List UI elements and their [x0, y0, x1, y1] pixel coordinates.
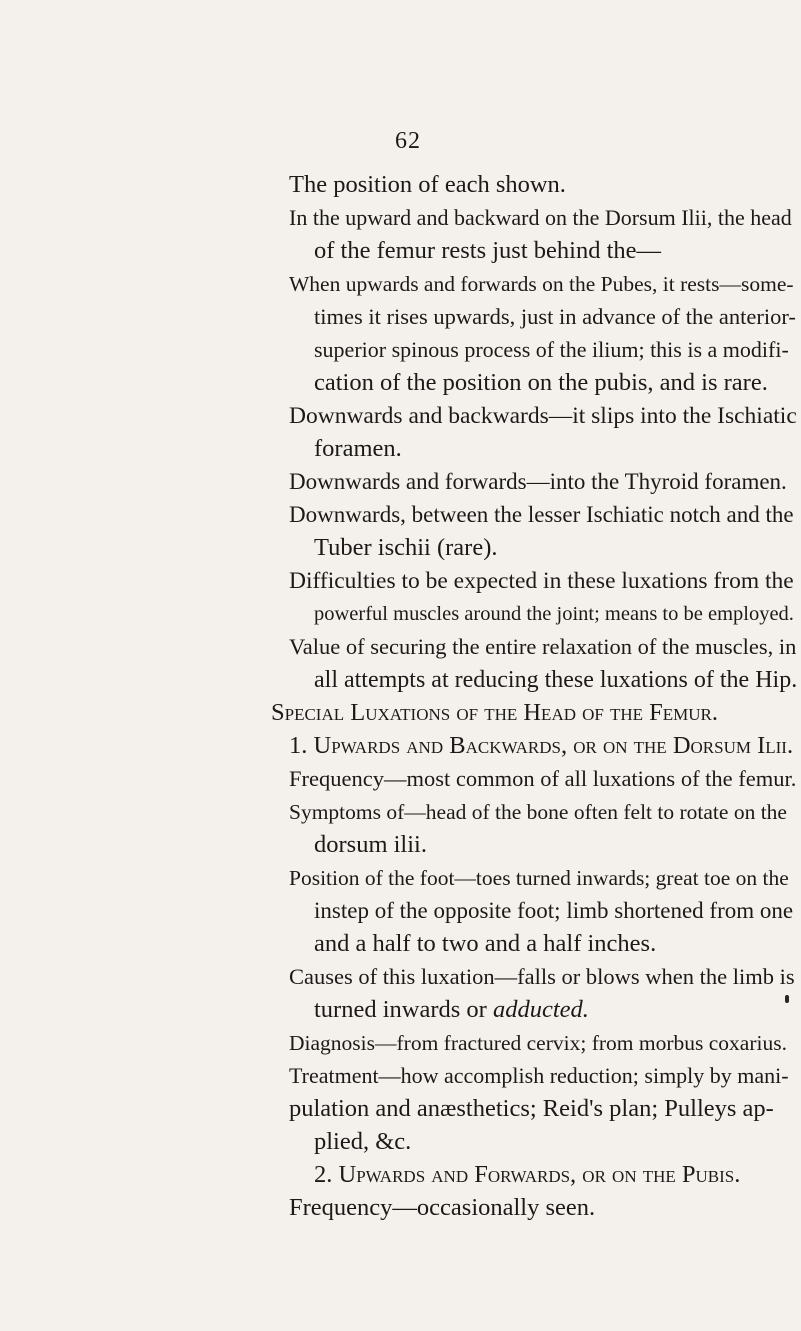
text-line: and a half to two and a half inches. [314, 930, 657, 957]
text-line: Frequency—most common of all luxations of the femur. [289, 766, 797, 791]
text-line: instep of the opposite foot; limb shortened from one [314, 898, 794, 923]
text-line: Tuber ischii (rare). [314, 534, 498, 561]
text-line: Value of securing the entire relaxation of the muscles, in [289, 634, 797, 659]
text-line: superior spinous process of the ilium; this is a modifi- [314, 337, 789, 362]
text-line: powerful muscles around the joint; means to be employed. [314, 603, 794, 625]
text-line: of the femur rests just behind the— [314, 237, 662, 264]
text-line: Downwards and backwards—it slips into the Ischiatic [289, 403, 797, 429]
text-line: cation of the position on the pubis, and is rare. [314, 369, 768, 396]
ink-speck [785, 995, 789, 1003]
text-line: times it rises upwards, just in advance of the anterior- [314, 304, 796, 329]
text-line: Causes of this luxation—falls or blows when the limb is [289, 964, 795, 989]
italic-term: adducted. [492, 996, 589, 1023]
subsection-heading [314, 1160, 740, 1190]
text-line-mixed [314, 995, 589, 1025]
text-line: foramen. [314, 435, 402, 462]
subsection-heading-text: 2. Upwards and Forwards, or on the Pubis. [314, 1161, 741, 1188]
text-line: The position of each shown. [289, 171, 566, 198]
text-line: Symptoms of—head of the bone often felt to rotate on the [289, 800, 787, 824]
text-line: Downwards and forwards—into the Thyroid foramen. [289, 469, 787, 494]
text-line: In the upward and backward on the Dorsum Ilii, the head [289, 205, 792, 230]
text-line: Diagnosis—from fractured cervix; from morbus coxarius. [289, 1031, 787, 1055]
text-span: turned inwards or [314, 996, 493, 1023]
text-line: pulation and anæsthetics; Reid's plan; Pulleys ap- [289, 1095, 774, 1122]
text-line: plied, &c. [314, 1128, 412, 1155]
subsection-heading-text: 1. Upwards and Backwards, or on the Dorsum Ilii. [289, 732, 794, 759]
text-line: all attempts at reducing these luxations of the Hip. [314, 667, 798, 693]
section-heading: Special Luxations of the Head of the Femur. [271, 699, 719, 726]
text-line: When upwards and forwards on the Pubes, it rests—some- [289, 272, 794, 296]
text-line: dorsum ilii. [314, 831, 427, 858]
text-line: Treatment—how accomplish reduction; simply by mani- [289, 1063, 789, 1088]
text-line: Frequency—occasionally seen. [289, 1194, 596, 1221]
text-line: Difficulties to be expected in these luxations from the [289, 568, 794, 594]
subsection-heading [289, 731, 793, 761]
page-number: 62 [395, 128, 421, 154]
text-line: Position of the foot—toes turned inwards; great toe on the [289, 866, 789, 890]
text-line: Downwards, between the lesser Ischiatic notch and the [289, 502, 794, 527]
